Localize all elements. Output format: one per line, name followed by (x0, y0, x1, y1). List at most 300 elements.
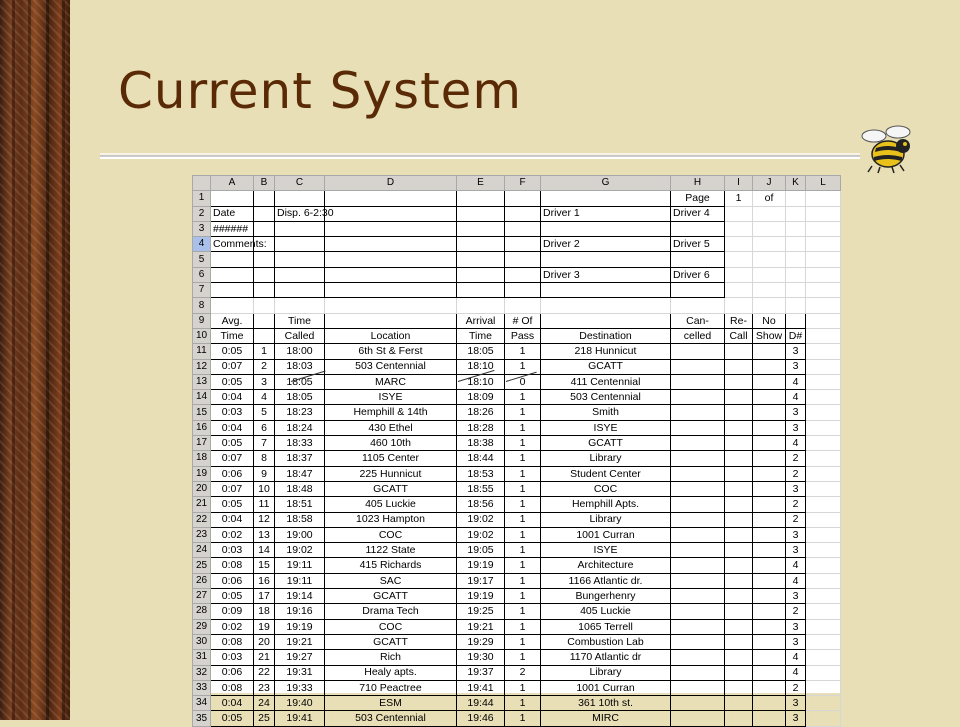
sheet-cell[interactable]: 19:05 (457, 543, 505, 558)
sheet-cell[interactable]: 3 (786, 589, 806, 604)
sheet-cell[interactable] (254, 313, 275, 328)
sheet-cell[interactable]: MIRC (541, 711, 671, 726)
sheet-cell[interactable]: 0:04 (211, 512, 254, 527)
sheet-cell[interactable] (671, 543, 725, 558)
sheet-cell[interactable]: # Of (505, 313, 541, 328)
sheet-cell[interactable] (786, 283, 806, 298)
sheet-cell[interactable] (806, 527, 841, 542)
sheet-cell[interactable] (753, 527, 786, 542)
sheet-cell[interactable] (806, 543, 841, 558)
sheet-cell[interactable] (806, 665, 841, 680)
sheet-cell[interactable]: 18 (254, 604, 275, 619)
sheet-cell[interactable]: 0:03 (211, 543, 254, 558)
column-header[interactable]: C (275, 176, 325, 191)
sheet-cell[interactable]: 1 (505, 543, 541, 558)
sheet-cell[interactable] (806, 466, 841, 481)
sheet-cell[interactable]: Disp. 6-2:30 (275, 206, 325, 221)
sheet-cell[interactable]: 1 (505, 466, 541, 481)
row-header[interactable]: 25 (193, 558, 211, 573)
sheet-cell[interactable]: 0:02 (211, 619, 254, 634)
sheet-cell[interactable] (671, 711, 725, 726)
sheet-cell[interactable]: 2 (786, 451, 806, 466)
sheet-cell[interactable] (753, 390, 786, 405)
sheet-cell[interactable]: 0:03 (211, 405, 254, 420)
sheet-cell[interactable] (505, 298, 541, 313)
sheet-cell[interactable] (505, 221, 541, 236)
sheet-cell[interactable] (325, 206, 457, 221)
sheet-cell[interactable] (254, 252, 275, 267)
sheet-cell[interactable] (725, 298, 753, 313)
sheet-cell[interactable]: 1 (505, 604, 541, 619)
sheet-cell[interactable]: 15 (254, 558, 275, 573)
sheet-cell[interactable]: 24 (254, 696, 275, 711)
sheet-cell[interactable]: 430 Ethel (325, 420, 457, 435)
row-header[interactable]: 9 (193, 313, 211, 328)
sheet-cell[interactable]: Smith (541, 405, 671, 420)
sheet-cell[interactable]: 3 (786, 696, 806, 711)
column-header[interactable]: F (505, 176, 541, 191)
sheet-cell[interactable] (671, 420, 725, 435)
sheet-cell[interactable]: 19:19 (457, 589, 505, 604)
sheet-cell[interactable] (275, 252, 325, 267)
sheet-cell[interactable]: 18:10 (457, 359, 505, 374)
row-header[interactable]: 26 (193, 573, 211, 588)
sheet-cell[interactable]: 411 Centennial (541, 374, 671, 389)
sheet-cell[interactable] (725, 237, 753, 252)
sheet-cell[interactable]: 14 (254, 543, 275, 558)
sheet-cell[interactable] (671, 512, 725, 527)
sheet-cell[interactable] (725, 405, 753, 420)
sheet-cell[interactable]: 0:06 (211, 665, 254, 680)
sheet-cell[interactable] (753, 711, 786, 726)
sheet-cell[interactable]: 0:05 (211, 497, 254, 512)
sheet-cell[interactable]: 13 (254, 527, 275, 542)
sheet-cell[interactable]: 19:41 (457, 680, 505, 695)
sheet-cell[interactable]: 19:14 (275, 589, 325, 604)
sheet-cell[interactable]: Page (671, 191, 725, 206)
sheet-cell[interactable]: Show (753, 328, 786, 343)
sheet-cell[interactable] (786, 221, 806, 236)
sheet-cell[interactable] (671, 221, 725, 236)
sheet-cell[interactable]: 2 (786, 512, 806, 527)
sheet-cell[interactable] (806, 604, 841, 619)
row-header[interactable]: 32 (193, 665, 211, 680)
sheet-cell[interactable]: 18:10 (457, 374, 505, 389)
sheet-cell[interactable]: 23 (254, 680, 275, 695)
sheet-cell[interactable]: 0:05 (211, 374, 254, 389)
sheet-cell[interactable] (725, 573, 753, 588)
sheet-cell[interactable] (671, 497, 725, 512)
sheet-cell[interactable]: MARC (325, 374, 457, 389)
sheet-cell[interactable]: 18:28 (457, 420, 505, 435)
row-header[interactable]: 14 (193, 390, 211, 405)
row-header[interactable]: 16 (193, 420, 211, 435)
sheet-cell[interactable]: 1 (505, 696, 541, 711)
sheet-cell[interactable] (806, 589, 841, 604)
sheet-cell[interactable]: 1 (505, 512, 541, 527)
sheet-cell[interactable]: Architecture (541, 558, 671, 573)
sheet-cell[interactable] (725, 512, 753, 527)
sheet-cell[interactable]: 0:05 (211, 711, 254, 726)
sheet-cell[interactable]: 3 (786, 344, 806, 359)
sheet-cell[interactable]: 0:09 (211, 604, 254, 619)
sheet-cell[interactable]: 0:08 (211, 680, 254, 695)
sheet-cell[interactable]: ESM (325, 696, 457, 711)
sheet-cell[interactable] (753, 696, 786, 711)
sheet-cell[interactable] (806, 497, 841, 512)
sheet-cell[interactable] (753, 451, 786, 466)
sheet-cell[interactable] (753, 573, 786, 588)
sheet-cell[interactable] (671, 573, 725, 588)
sheet-cell[interactable]: 4 (786, 665, 806, 680)
column-header[interactable]: J (753, 176, 786, 191)
sheet-cell[interactable]: 7 (254, 436, 275, 451)
sheet-cell[interactable]: Location (325, 328, 457, 343)
sheet-cell[interactable] (806, 267, 841, 282)
sheet-cell[interactable]: celled (671, 328, 725, 343)
sheet-cell[interactable] (211, 252, 254, 267)
sheet-cell[interactable] (753, 543, 786, 558)
sheet-cell[interactable] (725, 221, 753, 236)
sheet-cell[interactable] (505, 237, 541, 252)
sheet-cell[interactable] (725, 543, 753, 558)
row-header[interactable]: 13 (193, 374, 211, 389)
sheet-cell[interactable]: 1 (505, 558, 541, 573)
sheet-cell[interactable]: 1 (505, 359, 541, 374)
sheet-cell[interactable]: 4 (786, 390, 806, 405)
sheet-cell[interactable]: Date (211, 206, 254, 221)
sheet-cell[interactable] (786, 267, 806, 282)
sheet-cell[interactable]: 4 (254, 390, 275, 405)
sheet-cell[interactable] (806, 451, 841, 466)
sheet-cell[interactable]: 405 Luckie (325, 497, 457, 512)
sheet-cell[interactable] (541, 191, 671, 206)
sheet-cell[interactable]: 17 (254, 589, 275, 604)
sheet-cell[interactable]: 0:04 (211, 390, 254, 405)
sheet-cell[interactable]: 18:00 (275, 344, 325, 359)
sheet-cell[interactable] (725, 374, 753, 389)
sheet-cell[interactable] (725, 436, 753, 451)
sheet-cell[interactable]: Time (457, 328, 505, 343)
sheet-cell[interactable]: 1166 Atlantic dr. (541, 573, 671, 588)
sheet-cell[interactable] (753, 344, 786, 359)
sheet-cell[interactable] (325, 313, 457, 328)
sheet-cell[interactable]: 4 (786, 573, 806, 588)
sheet-cell[interactable] (753, 680, 786, 695)
sheet-cell[interactable]: 19:11 (275, 573, 325, 588)
sheet-cell[interactable] (671, 451, 725, 466)
sheet-cell[interactable]: 0:05 (211, 344, 254, 359)
sheet-cell[interactable] (254, 298, 275, 313)
sheet-cell[interactable] (671, 604, 725, 619)
sheet-cell[interactable] (671, 634, 725, 649)
sheet-cell[interactable]: 19:25 (457, 604, 505, 619)
sheet-cell[interactable]: SAC (325, 573, 457, 588)
sheet-cell[interactable] (806, 298, 841, 313)
select-all-corner[interactable] (193, 176, 211, 191)
sheet-cell[interactable]: 1122 State (325, 543, 457, 558)
sheet-cell[interactable]: 18:58 (275, 512, 325, 527)
sheet-cell[interactable]: GCATT (325, 481, 457, 496)
row-header[interactable]: 15 (193, 405, 211, 420)
sheet-cell[interactable]: Arrival (457, 313, 505, 328)
sheet-cell[interactable]: 1105 Center (325, 451, 457, 466)
sheet-cell[interactable]: 1 (505, 619, 541, 634)
sheet-cell[interactable] (753, 650, 786, 665)
sheet-cell[interactable] (457, 237, 505, 252)
row-header[interactable]: 17 (193, 436, 211, 451)
sheet-cell[interactable]: 16 (254, 573, 275, 588)
row-header[interactable]: 34 (193, 696, 211, 711)
sheet-cell[interactable] (457, 221, 505, 236)
sheet-cell[interactable] (457, 283, 505, 298)
sheet-cell[interactable]: 710 Peactree (325, 680, 457, 695)
sheet-cell[interactable] (671, 359, 725, 374)
sheet-cell[interactable] (725, 497, 753, 512)
sheet-cell[interactable]: Time (275, 313, 325, 328)
row-header[interactable]: 22 (193, 512, 211, 527)
sheet-cell[interactable] (806, 237, 841, 252)
sheet-cell[interactable] (671, 344, 725, 359)
sheet-cell[interactable] (671, 558, 725, 573)
sheet-cell[interactable]: 10 (254, 481, 275, 496)
sheet-cell[interactable] (753, 466, 786, 481)
sheet-cell[interactable] (275, 283, 325, 298)
sheet-cell[interactable] (325, 237, 457, 252)
sheet-cell[interactable]: 3 (786, 634, 806, 649)
column-header[interactable]: D (325, 176, 457, 191)
sheet-cell[interactable]: Driver 2 (541, 237, 671, 252)
sheet-cell[interactable]: 0:08 (211, 634, 254, 649)
sheet-cell[interactable]: 0:05 (211, 436, 254, 451)
sheet-cell[interactable] (753, 405, 786, 420)
sheet-cell[interactable]: COC (541, 481, 671, 496)
sheet-cell[interactable]: Rich (325, 650, 457, 665)
sheet-cell[interactable]: 1065 Terrell (541, 619, 671, 634)
row-header[interactable]: 20 (193, 481, 211, 496)
row-header[interactable]: 23 (193, 527, 211, 542)
sheet-cell[interactable] (725, 558, 753, 573)
sheet-cell[interactable]: Driver 4 (671, 206, 725, 221)
sheet-cell[interactable] (806, 481, 841, 496)
sheet-cell[interactable] (725, 604, 753, 619)
sheet-cell[interactable]: 2 (786, 497, 806, 512)
sheet-cell[interactable] (806, 191, 841, 206)
sheet-cell[interactable] (806, 374, 841, 389)
sheet-cell[interactable] (457, 267, 505, 282)
sheet-cell[interactable]: 1 (505, 589, 541, 604)
sheet-cell[interactable]: 19:02 (275, 543, 325, 558)
sheet-cell[interactable]: 19:29 (457, 634, 505, 649)
sheet-cell[interactable]: Time (211, 328, 254, 343)
sheet-cell[interactable]: 460 10th (325, 436, 457, 451)
sheet-cell[interactable] (211, 283, 254, 298)
sheet-cell[interactable] (254, 221, 275, 236)
sheet-cell[interactable] (211, 267, 254, 282)
sheet-cell[interactable]: 3 (786, 405, 806, 420)
row-header[interactable]: 8 (193, 298, 211, 313)
sheet-cell[interactable]: ISYE (541, 420, 671, 435)
sheet-cell[interactable] (786, 206, 806, 221)
sheet-cell[interactable]: 1 (505, 527, 541, 542)
row-header[interactable]: 2 (193, 206, 211, 221)
sheet-cell[interactable]: 2 (786, 466, 806, 481)
sheet-cell[interactable]: 0:02 (211, 527, 254, 542)
sheet-cell[interactable] (275, 237, 325, 252)
sheet-cell[interactable] (671, 481, 725, 496)
sheet-cell[interactable] (725, 680, 753, 695)
sheet-cell[interactable] (211, 298, 254, 313)
sheet-cell[interactable]: 1001 Curran (541, 680, 671, 695)
sheet-cell[interactable] (275, 221, 325, 236)
sheet-cell[interactable] (457, 191, 505, 206)
sheet-cell[interactable] (725, 390, 753, 405)
sheet-cell[interactable]: 415 Richards (325, 558, 457, 573)
sheet-cell[interactable] (541, 313, 671, 328)
sheet-cell[interactable] (725, 711, 753, 726)
sheet-cell[interactable]: 4 (786, 558, 806, 573)
sheet-cell[interactable] (753, 481, 786, 496)
sheet-cell[interactable] (505, 252, 541, 267)
sheet-cell[interactable] (753, 221, 786, 236)
sheet-cell[interactable]: 1023 Hampton (325, 512, 457, 527)
sheet-cell[interactable]: 1 (505, 481, 541, 496)
sheet-cell[interactable]: No (753, 313, 786, 328)
sheet-cell[interactable] (671, 619, 725, 634)
sheet-cell[interactable] (671, 650, 725, 665)
sheet-cell[interactable] (806, 650, 841, 665)
sheet-cell[interactable] (671, 589, 725, 604)
sheet-cell[interactable] (541, 283, 671, 298)
sheet-cell[interactable]: 4 (786, 650, 806, 665)
sheet-cell[interactable]: 0:06 (211, 573, 254, 588)
sheet-cell[interactable]: COC (325, 619, 457, 634)
sheet-cell[interactable] (254, 328, 275, 343)
sheet-cell[interactable] (541, 252, 671, 267)
row-header[interactable]: 24 (193, 543, 211, 558)
sheet-cell[interactable] (541, 221, 671, 236)
sheet-cell[interactable]: 1 (505, 497, 541, 512)
row-header[interactable]: 28 (193, 604, 211, 619)
sheet-cell[interactable]: 6 (254, 420, 275, 435)
sheet-cell[interactable]: 503 Centennial (325, 711, 457, 726)
sheet-cell[interactable]: 18:05 (457, 344, 505, 359)
sheet-cell[interactable]: Driver 5 (671, 237, 725, 252)
sheet-cell[interactable]: 0:03 (211, 650, 254, 665)
sheet-cell[interactable]: 2 (254, 359, 275, 374)
sheet-cell[interactable]: 18:26 (457, 405, 505, 420)
sheet-cell[interactable] (806, 680, 841, 695)
sheet-cell[interactable]: 5 (254, 405, 275, 420)
sheet-cell[interactable] (325, 252, 457, 267)
row-header[interactable]: 5 (193, 252, 211, 267)
sheet-cell[interactable]: 3 (786, 527, 806, 542)
sheet-cell[interactable] (671, 252, 725, 267)
sheet-cell[interactable]: GCATT (541, 436, 671, 451)
sheet-cell[interactable] (753, 206, 786, 221)
sheet-cell[interactable] (753, 283, 786, 298)
sheet-cell[interactable] (725, 634, 753, 649)
sheet-cell[interactable] (806, 206, 841, 221)
sheet-cell[interactable]: 19:46 (457, 711, 505, 726)
sheet-cell[interactable] (786, 252, 806, 267)
sheet-cell[interactable]: 3 (254, 374, 275, 389)
sheet-cell[interactable]: 18:24 (275, 420, 325, 435)
sheet-cell[interactable]: 4 (786, 374, 806, 389)
sheet-cell[interactable]: 18:55 (457, 481, 505, 496)
sheet-cell[interactable]: Comments: (211, 237, 254, 252)
sheet-cell[interactable] (753, 497, 786, 512)
sheet-cell[interactable]: 6th St & Ferst (325, 344, 457, 359)
row-header[interactable]: 27 (193, 589, 211, 604)
sheet-cell[interactable] (671, 298, 725, 313)
sheet-cell[interactable]: 19:16 (275, 604, 325, 619)
sheet-cell[interactable]: 12 (254, 512, 275, 527)
sheet-cell[interactable]: 19:30 (457, 650, 505, 665)
sheet-cell[interactable]: 18:05 (275, 374, 325, 389)
sheet-cell[interactable] (325, 267, 457, 282)
sheet-cell[interactable]: Healy apts. (325, 665, 457, 680)
sheet-cell[interactable]: 18:48 (275, 481, 325, 496)
sheet-cell[interactable]: Call (725, 328, 753, 343)
sheet-cell[interactable]: 1 (505, 680, 541, 695)
sheet-cell[interactable]: Destination (541, 328, 671, 343)
sheet-cell[interactable]: 9 (254, 466, 275, 481)
sheet-cell[interactable] (806, 359, 841, 374)
sheet-cell[interactable]: 2 (786, 604, 806, 619)
sheet-cell[interactable] (725, 420, 753, 435)
sheet-cell[interactable] (671, 696, 725, 711)
sheet-cell[interactable] (671, 466, 725, 481)
sheet-cell[interactable] (753, 359, 786, 374)
sheet-cell[interactable] (806, 390, 841, 405)
sheet-cell[interactable]: Bungerhenry (541, 589, 671, 604)
sheet-cell[interactable] (806, 512, 841, 527)
row-header[interactable]: 6 (193, 267, 211, 282)
sheet-cell[interactable] (753, 665, 786, 680)
sheet-cell[interactable]: 19:37 (457, 665, 505, 680)
sheet-cell[interactable]: 19:33 (275, 680, 325, 695)
sheet-cell[interactable]: 18:38 (457, 436, 505, 451)
sheet-cell[interactable] (671, 680, 725, 695)
row-header[interactable]: 12 (193, 359, 211, 374)
sheet-cell[interactable]: 11 (254, 497, 275, 512)
sheet-cell[interactable]: 18:56 (457, 497, 505, 512)
sheet-cell[interactable] (275, 191, 325, 206)
sheet-cell[interactable]: 18:53 (457, 466, 505, 481)
sheet-cell[interactable] (211, 191, 254, 206)
sheet-cell[interactable] (786, 298, 806, 313)
column-header[interactable]: K (786, 176, 806, 191)
sheet-cell[interactable] (505, 191, 541, 206)
column-header[interactable]: G (541, 176, 671, 191)
sheet-cell[interactable] (325, 221, 457, 236)
sheet-cell[interactable] (786, 191, 806, 206)
row-header[interactable]: 18 (193, 451, 211, 466)
column-header[interactable]: A (211, 176, 254, 191)
sheet-cell[interactable] (725, 359, 753, 374)
sheet-cell[interactable] (325, 191, 457, 206)
row-header[interactable]: 21 (193, 497, 211, 512)
sheet-cell[interactable] (806, 420, 841, 435)
sheet-cell[interactable] (725, 267, 753, 282)
column-header[interactable]: L (806, 176, 841, 191)
sheet-cell[interactable] (806, 283, 841, 298)
sheet-cell[interactable]: 1 (505, 390, 541, 405)
sheet-cell[interactable]: 1 (505, 451, 541, 466)
sheet-cell[interactable]: 4 (786, 436, 806, 451)
sheet-cell[interactable] (725, 252, 753, 267)
